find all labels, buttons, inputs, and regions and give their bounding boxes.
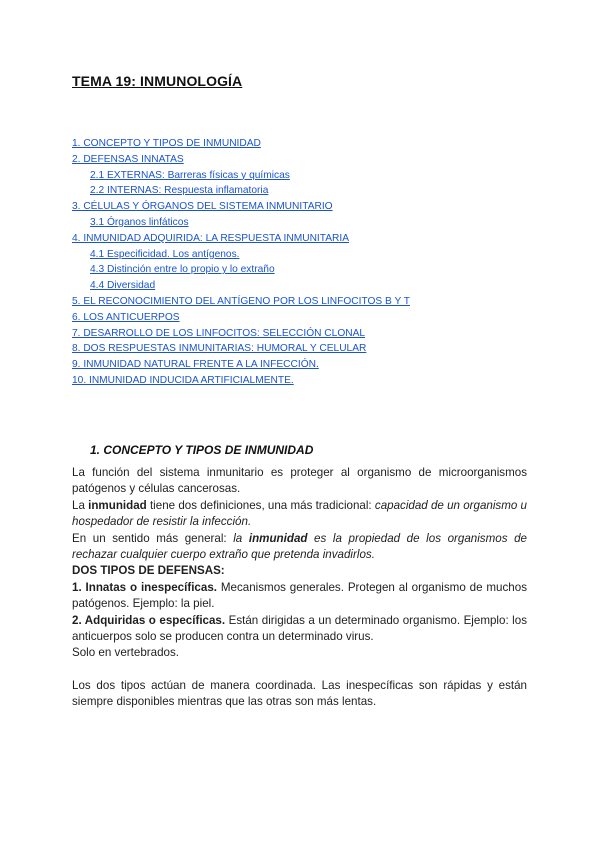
toc-link[interactable]: 6. LOS ANTICUERPOS [72, 311, 180, 323]
type-acquired: 2. Adquiridas o específicas. Están dirigidas a un determinado organismo. Ejemplo: los anticuerpos solo se producen contra un determinado virus. [72, 613, 527, 644]
toc-link[interactable]: 2. DEFENSAS INNATAS [72, 153, 184, 165]
toc-link[interactable]: 3. CÉLULAS Y ÓRGANOS DEL SISTEMA INMUNITARIO [72, 201, 333, 213]
type-innate: 1. Innatas o inespecíficas. Mecanismos generales. Protegen al organismo de muchos patógenos. Ejemplo: la piel. [72, 580, 527, 611]
toc-link[interactable]: 10. INMUNIDAD INDUCIDA ARTIFICIALMENTE. [72, 374, 294, 386]
types-heading: DOS TIPOS DE DEFENSAS: [72, 564, 225, 578]
toc-link[interactable]: 8. DOS RESPUESTAS INMUNITARIAS: HUMORAL Y CELULAR [72, 343, 367, 355]
toc-link[interactable]: 4.1 Especificidad. Los antígenos. [90, 248, 240, 260]
toc-link[interactable]: 1. CONCEPTO Y TIPOS DE INMUNIDAD [72, 138, 261, 149]
toc-link[interactable]: 4.3 Distinción entre lo propio y lo extraño [90, 264, 275, 276]
toc-link[interactable]: 2.2 INTERNAS: Respuesta inflamatoria [90, 185, 269, 197]
page-title: TEMA 19: INMUNOLOGÍA [72, 73, 243, 89]
toc-link[interactable]: 4. INMUNIDAD ADQUIRIDA: LA RESPUESTA INMUNITARIA [72, 232, 349, 244]
toc-link[interactable]: 9. INMUNIDAD NATURAL FRENTE A LA INFECCIÓN. [72, 359, 319, 371]
section-heading: 1. CONCEPTO Y TIPOS DE INMUNIDAD [90, 443, 314, 457]
toc-link[interactable]: 7. DESARROLLO DE LOS LINFOCITOS: SELECCIÓN CLONAL [72, 327, 366, 339]
paragraph-coordination: Los dos tipos actúan de manera coordinada. Las inespecíficas son rápidas y están siempre disponibles mientras que las otras son más lentas. [72, 678, 527, 709]
table-of-contents [72, 136, 542, 389]
paragraph-general-sense: En un sentido más general: la inmunidad es la propiedad de los organismos de rechazar cualquier cuerpo extraño que pretenda invadirlos. [72, 531, 527, 562]
type-acquired-note: Solo en vertebrados. [72, 646, 179, 660]
toc-link[interactable]: 5. EL RECONOCIMIENTO DEL ANTÍGENO POR LOS LINFOCITOS B Y T [72, 295, 410, 307]
paragraph-function: La función del sistema inmunitario es proteger al organismo de microorganismos patógenos y células cancerosas. [72, 466, 527, 496]
section-body [72, 465, 527, 711]
paragraph-definition: La inmunidad tiene dos definiciones, una más tradicional: capacidad de un organismo u hospedador de resistir la infección. [72, 498, 528, 529]
toc-link[interactable]: 3.1 Órganos linfáticos [90, 216, 189, 228]
toc-link[interactable]: 4.4 Diversidad [90, 280, 156, 292]
toc-link[interactable]: 2.1 EXTERNAS: Barreras físicas y químicas [90, 169, 290, 181]
